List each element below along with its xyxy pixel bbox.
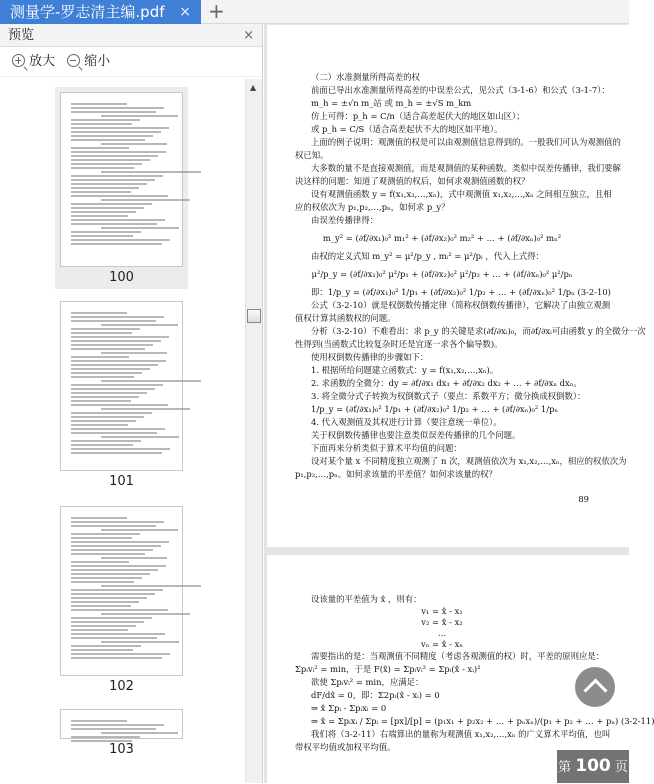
thumbnail-text-mark <box>71 348 145 350</box>
thumbnail-text-mark <box>71 601 139 603</box>
text-line: 应的权依次为 p₁,p₂,…,pₙ，如何求 p_y？ <box>295 202 450 212</box>
thumbnail-text-mark <box>71 541 169 543</box>
thumbnail-text-mark <box>71 191 131 193</box>
thumbnail-text-mark <box>71 368 150 370</box>
thumbnail-text-mark <box>101 613 190 615</box>
thumbnail-text-mark <box>71 400 131 402</box>
document-view[interactable] <box>264 24 654 783</box>
thumbnail-text-mark <box>71 207 144 209</box>
text-line: 带权平均值或加权平均值。 <box>295 742 396 752</box>
zoom-in-icon <box>12 54 25 67</box>
thumbnail-page-number: 103 <box>109 742 134 757</box>
thumbnail-text-mark <box>71 203 152 205</box>
thumbnail-text-mark <box>71 740 132 742</box>
thumbnail-text-mark <box>71 239 170 241</box>
thumbnail-text-mark <box>101 352 167 354</box>
close-tab-icon[interactable]: × <box>179 4 191 20</box>
thumbnail-text-mark <box>71 103 127 105</box>
text-line: 使用权倒数传播律的步骤如下： <box>311 352 429 362</box>
new-tab-button[interactable]: + <box>208 0 225 23</box>
thumbnail-text-mark <box>71 211 136 213</box>
text-line: 分析（3-2-10）不难看出：求 p_y 的关键是求(∂f/∂xᵢ)₀，而∂f/∂xᵢ可由函数 y 的全微分一次 <box>311 326 646 336</box>
thumbnail-text-mark <box>71 312 127 314</box>
thumbnail-text-mark <box>71 344 153 346</box>
thumbnail-text-mark <box>71 404 168 406</box>
thumbnail-text-mark <box>71 728 156 730</box>
text-line: 即：1/p_y = (∂f/∂x₁)₀² 1/p₁ + (∂f/∂x₂)₀² 1/p₂ + … + (∂f/∂xₙ)₀² 1/pₙ (3-2-10) <box>311 287 611 297</box>
thumbnail-text-mark <box>71 637 157 639</box>
thumbnail-text-mark <box>101 529 178 531</box>
thumbnail-text-mark <box>71 537 132 539</box>
text-line: 上面的例子说明：观测值的权是可以由观测值信息得到的。一般我们可认为观测值的 <box>311 137 621 147</box>
page-indicator: 第 100 页 <box>557 750 629 783</box>
text-line: 仿上可得：p_h = C/n（适合高差起伏大的地区如山区）； <box>311 111 525 121</box>
thumbnail-text-mark <box>71 360 166 362</box>
thumbnail-text-mark <box>71 328 140 330</box>
thumbnail-text-mark <box>71 633 165 635</box>
text-line: 欲使 Σpᵢvᵢ² = min，应满足： <box>311 677 424 687</box>
thumbnail-image <box>60 709 183 739</box>
thumbnail-text-mark <box>71 195 168 197</box>
thumbnail-text-mark <box>101 436 179 438</box>
thumbnail-text-mark <box>71 340 161 342</box>
thumbnail-text-mark <box>71 231 141 233</box>
thumbnail-text-mark <box>101 143 167 145</box>
thumbnail-text-mark <box>71 147 129 149</box>
text-line: m_h = ±√n m_站 或 m_h = ±√S m_km <box>311 98 472 108</box>
text-line: m_y² = (∂f/∂x₁)₀² m₁² + (∂f/∂x₂)₀² m₂² + … + (∂f/∂xₙ)₀² mₙ² <box>322 233 562 243</box>
thumbnail-text-mark <box>71 597 147 599</box>
thumbnail-text-mark <box>71 183 147 185</box>
thumbnail-text-mark <box>71 187 139 189</box>
thumbnail-text-mark <box>71 609 168 611</box>
thumbnail-text-mark <box>71 452 162 454</box>
thumbnail-text-mark <box>101 115 178 117</box>
thumbnail-text-mark <box>71 569 158 571</box>
text-line: 权已知。 <box>295 150 329 160</box>
thumbnail-text-mark <box>71 593 155 595</box>
thumbnail-text-mark <box>71 416 144 418</box>
thumbnail-page-number: 102 <box>109 679 134 694</box>
thumbnail-text-mark <box>71 364 158 366</box>
thumbnail-text-mark <box>71 320 156 322</box>
thumbnail-text-mark <box>71 235 133 237</box>
thumbnail-text-mark <box>71 167 134 169</box>
thumbnail-text-mark <box>71 119 140 121</box>
tab-document[interactable] <box>0 0 201 24</box>
thumbnail-text-mark <box>71 561 129 563</box>
text-line: 由权的定义式知 m_y² = μ²/p_y , mᵢ² = μ²/pᵢ ，代入上式得： <box>311 251 545 261</box>
text-line: dF/dx̂ = 0，即：Σ2pᵢ(x̂ - xᵢ) = 0 <box>311 690 440 700</box>
zoom-out-icon <box>67 54 80 67</box>
thumbnail-text-mark <box>71 159 150 161</box>
text-line: 决这样的问题：知道了观测值的权后，如何求观测值函数的权？ <box>295 176 530 186</box>
thumbnail-text-mark <box>71 316 164 318</box>
text-line: 需要指出的是：当观测值不同精度（考虑各观测值的权）时，平差的原则应是： <box>311 651 605 661</box>
thumbnail-text-mark <box>71 525 156 527</box>
thumbnail-text-mark <box>71 428 165 430</box>
thumbnail-text-mark <box>71 432 157 434</box>
text-line: ⇒ x̂ = Σpᵢxᵢ / Σpᵢ = [px]/[p] = (p₁x₁ + p₂x₂ + … + pₙxₙ)/(p₁ + p₂ + … + pₙ) (3-2-11) <box>311 716 654 726</box>
text-line: p₁,p₂,…,pₙ。如何求该量的平差值？如何求该量的权？ <box>295 469 497 479</box>
thumbnail-text-mark <box>101 408 190 410</box>
text-line: … <box>437 628 447 638</box>
thumbnail-text-mark <box>71 720 127 722</box>
thumbnail-text-mark <box>101 199 190 201</box>
thumbnail-text-mark <box>71 545 161 547</box>
text-line: 下面再来分析类似于算术平均值的问题： <box>311 443 462 453</box>
text-line: ⇒ x̂ Σpᵢ - Σpᵢxᵢ = 0 <box>311 703 387 713</box>
thumbnail-text-mark <box>71 657 162 659</box>
sidebar-header <box>0 24 262 47</box>
thumbnail-text-mark <box>71 653 170 655</box>
text-line: μ²/p_y = (∂f/∂x₁)₀² μ²/p₁ + (∂f/∂x₂)₀² μ²/p₂ + … + (∂f/∂xₙ)₀² μ²/pₙ <box>311 269 573 279</box>
thumbnail-text-mark <box>71 724 164 726</box>
thumbnail-page-103[interactable] <box>55 704 188 761</box>
pdf-page-89 <box>267 25 646 547</box>
thumbnail-page-101[interactable] <box>55 296 188 493</box>
thumbnail-text-mark <box>71 440 141 442</box>
scrollbar-thumb[interactable] <box>247 309 261 323</box>
thumbnail-text-mark <box>71 336 169 338</box>
sidebar-toolbar <box>0 47 262 77</box>
thumbnail-text-mark <box>71 553 145 555</box>
thumbnail-text-mark <box>71 396 139 398</box>
thumbnail-text-mark <box>71 388 155 390</box>
text-line: 设对某个量 x 不同精度独立观测了 n 次，观测值依次为 x₁,x₂,…,xₙ，相应的权依次为 <box>311 456 627 466</box>
thumbnail-text-mark <box>101 227 179 229</box>
thumbnail-page-number: 100 <box>109 270 134 285</box>
scroll-up-icon[interactable]: ▲ <box>250 83 257 92</box>
thumbnail-scrollbar[interactable] <box>245 79 262 783</box>
text-line: 由误差传播律得： <box>311 215 378 225</box>
thumbnail-text-mark <box>71 392 147 394</box>
thumbnail-text-mark <box>71 448 170 450</box>
thumbnail-text-mark <box>71 219 165 221</box>
thumbnail-text-mark <box>71 521 164 523</box>
thumbnail-text-mark <box>101 585 201 587</box>
text-line: 性得到(当函数式比较复杂时还是宜逐一求各个偏导数)。 <box>295 339 503 349</box>
pdf-page-90 <box>267 555 654 783</box>
thumbnail-list <box>0 79 245 783</box>
thumbnail-text-mark <box>71 444 133 446</box>
thumbnail-text-mark <box>71 372 142 374</box>
tab-bar <box>0 0 629 24</box>
thumbnail-text-mark <box>71 424 128 426</box>
tab-title: 测量学-罗志清主编.pdf <box>10 3 165 21</box>
thumbnail-text-mark <box>71 155 158 157</box>
thumbnail-text-mark <box>71 736 140 738</box>
text-line: Σpᵢvᵢ² = min，于是 F(x̂) = Σpᵢvᵢ² = Σpᵢ(x̂ - xᵢ)² <box>295 664 481 674</box>
thumbnail-text-mark <box>71 332 132 334</box>
thumbnail-text-mark <box>101 324 178 326</box>
thumbnail-text-mark <box>71 215 128 217</box>
thumbnail-text-mark <box>71 605 131 607</box>
text-line: 公式（3-2-10）就是权倒数传播定律（简称权倒数传播律），它解决了由独立观测 <box>311 300 611 310</box>
thumbnail-page-102[interactable] <box>55 501 188 698</box>
thumbnail-text-mark <box>71 175 163 177</box>
zoom-out-button[interactable]: 缩小 <box>67 54 114 69</box>
thumbnail-text-mark <box>71 420 136 422</box>
thumbnail-text-mark <box>71 123 132 125</box>
thumbnail-text-mark <box>71 163 142 165</box>
text-line: 1. 根据所给问题建立函数式：y = f(x₁,x₂,…,xₙ)。 <box>311 365 499 375</box>
thumbnail-text-mark <box>71 577 142 579</box>
text-line: 关于权倒数传播律也要注意类似误差传播律的几个问题。 <box>311 430 521 440</box>
text-line: v₁ = x̂ - x₁ <box>421 606 463 616</box>
thumbnail-text-mark <box>71 533 140 535</box>
thumbnail-text-mark <box>71 629 128 631</box>
thumbnail-page-number: 101 <box>109 474 134 489</box>
thumbnail-text-mark <box>71 107 164 109</box>
thumbnail-text-mark <box>71 565 166 567</box>
text-line: 1/p_y = (∂f/∂x₁)₀² 1/p₁ + (∂f/∂x₂)₀² 1/p₂ + … + (∂f/∂xₙ)₀² 1/pₙ <box>311 404 559 414</box>
thumbnail-text-mark <box>71 621 144 623</box>
thumbnail-text-mark <box>71 649 133 651</box>
text-line: 设该量的平差值为 x̂ ，则有： <box>311 594 422 604</box>
thumbnail-text-mark <box>71 384 163 386</box>
thumbnail-text-mark <box>101 557 167 559</box>
thumbnail-text-mark <box>101 732 178 734</box>
text-line: （二）水准测量所得高差的权 <box>311 72 420 82</box>
text-line: 2. 求函数的全微分：dy = ∂f/∂x₁ dx₁ + ∂f/∂x₂ dx₂ + … + ∂f/∂xₙ dxₙ。 <box>311 378 582 388</box>
thumbnail-text-mark <box>71 617 152 619</box>
thumbnail-text-mark <box>71 589 163 591</box>
text-line: vₙ = x̂ - xₙ <box>421 639 463 649</box>
text-line: 设有观测值函数 y = f(x₁,x₂,…,xₙ)，式中观测值 x₁,x₂,…,xₙ 之间相互独立，且相 <box>311 189 612 199</box>
thumbnail-text-mark <box>71 517 127 519</box>
scroll-to-top-button[interactable] <box>575 667 615 707</box>
text-line: v₂ = x̂ - x₂ <box>421 617 463 627</box>
thumbnail-text-mark <box>71 151 166 153</box>
text-line: 4. 代入观测值及其权进行计算（要注意统一单位）。 <box>311 417 502 427</box>
thumbnail-text-mark <box>71 131 161 133</box>
thumbnail-text-mark <box>71 223 157 225</box>
thumbnail-text-mark <box>71 127 169 129</box>
thumbnail-image <box>60 92 183 267</box>
preview-sidebar <box>0 24 263 783</box>
thumbnail-text-mark <box>71 412 152 414</box>
text-line: 大多数的量不是直接观测值，而是观测值的某种函数。类似中误差传播律，我们要解 <box>311 163 621 173</box>
thumbnail-image <box>60 506 183 676</box>
thumbnail-text-mark <box>71 549 153 551</box>
thumbnail-image <box>60 301 183 471</box>
text-line: 前面已导出水准测量所得高差的中误差公式，见公式（3-1-6）和公式（3-1-7）： <box>311 85 610 95</box>
thumbnail-text-mark <box>71 111 156 113</box>
thumbnail-text-mark <box>71 356 129 358</box>
thumbnail-text-mark <box>71 376 134 378</box>
thumbnail-text-mark <box>71 179 155 181</box>
thumbnail-text-mark <box>101 171 201 173</box>
thumbnail-text-mark <box>101 380 201 382</box>
thumbnail-text-mark <box>71 139 145 141</box>
thumbnail-text-mark <box>71 243 162 245</box>
text-line: 3. 将全微分式子转换为权倒数式子（要点：系数平方；微分换成权倒数）： <box>311 391 586 401</box>
text-line: 或 p_h = C/S（适合高差起伏不大的地区如平地）。 <box>311 124 503 134</box>
page-number: 89 <box>578 494 589 504</box>
thumbnail-text-mark <box>71 573 150 575</box>
close-sidebar-icon[interactable]: × <box>243 28 254 43</box>
thumbnail-text-mark <box>71 645 141 647</box>
thumbnail-text-mark <box>71 581 134 583</box>
text-line: 我们将（3-2-11）右端算出的量称为观测值 x₁,x₂,…,xₙ 的广义算术平均值，也叫 <box>311 729 611 739</box>
thumbnail-text-mark <box>71 625 136 627</box>
thumbnail-text-mark <box>101 641 179 643</box>
thumbnail-text-mark <box>71 135 153 137</box>
text-line: 值权计算其函数权的问题。 <box>295 313 396 323</box>
sidebar-title: 预览 <box>8 28 35 43</box>
thumbnail-page-100[interactable] <box>55 87 188 289</box>
zoom-in-button[interactable]: 放大 <box>12 54 59 69</box>
